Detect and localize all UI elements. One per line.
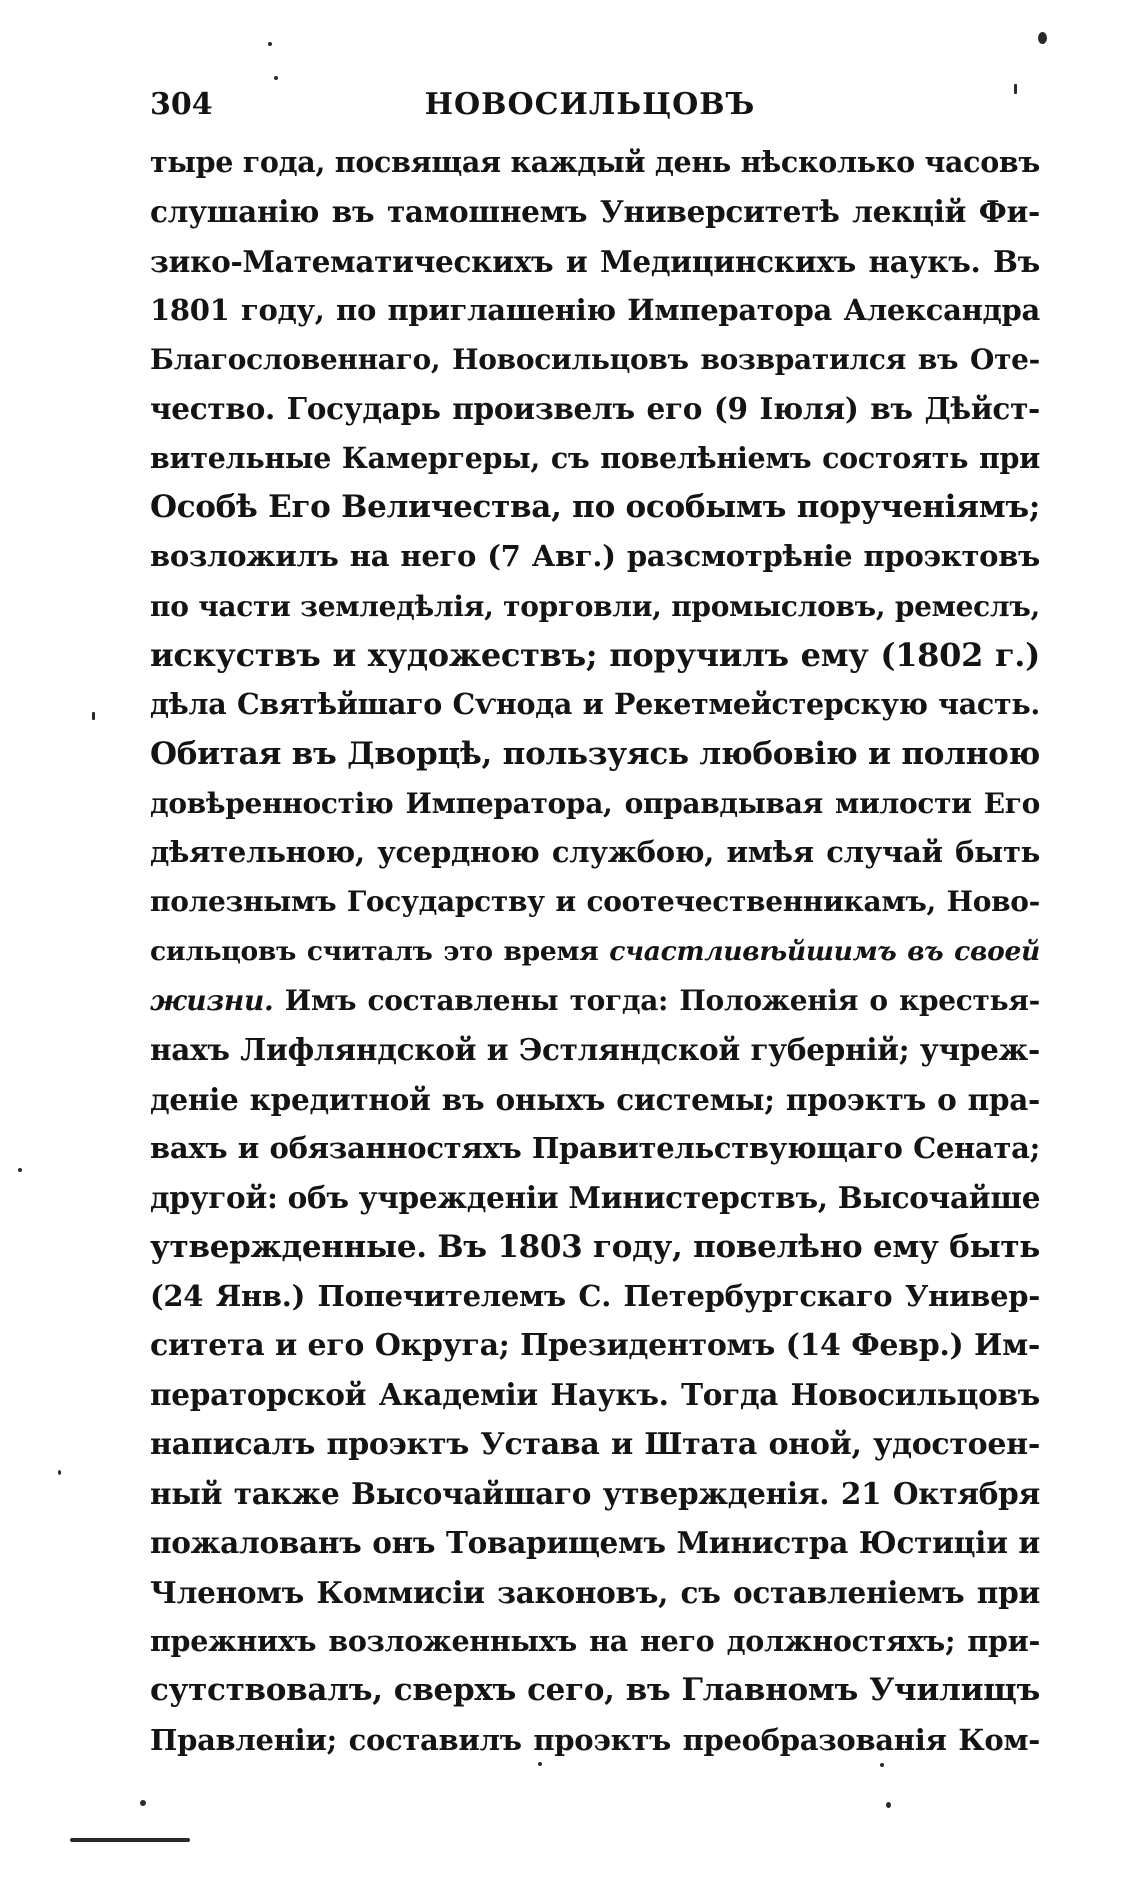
text-line: вахъ и обязанностяхъ Правительствующаго Сената; [150, 1130, 1040, 1165]
text-segment: сильцовъ считалъ это время [150, 935, 610, 967]
scan-speck [1014, 84, 1017, 94]
text-line-with-italic [150, 927, 1040, 976]
scan-speck [886, 1802, 891, 1808]
text-line: деніе кредитной въ оныхъ системы; проэктъ о пра- [150, 1081, 1040, 1117]
scan-streak [70, 1838, 190, 1842]
scan-speck [92, 712, 95, 720]
scan-speck [140, 1800, 146, 1806]
text-line: вительные Камергеры, съ повелѣніемъ состоять при [150, 440, 1040, 475]
text-line: сутствовалъ, сверхъ сего, въ Главномъ Училищъ [150, 1672, 1040, 1709]
body-text [150, 138, 1040, 1765]
scan-speck [538, 1762, 542, 1766]
text-line: (24 Янв.) Попечителемъ С. Петербургскаго Универ- [150, 1278, 1040, 1313]
text-line: пожалованъ онъ Товарищемъ Министра Юстиціи и [150, 1525, 1040, 1561]
text-line: чество. Государь произвелъ его (9 Іюля) въ Дѣйст- [150, 391, 1040, 427]
text-line: написалъ проэктъ Устава и Штата оной, удостоен- [150, 1426, 1040, 1462]
scan-speck [58, 1470, 61, 1475]
text-line: довѣренностію Императора, оправдывая милости Его [150, 786, 1040, 820]
text-line: по части земледѣлія, торговли, промысловъ, ремеслъ, [150, 589, 1040, 623]
text-line: полезнымъ Государству и соотечественникамъ, Ново- [150, 885, 1040, 919]
scan-speck [18, 1168, 22, 1172]
text-line: ситета и его Округа; Президентомъ (14 Февр.) Им- [150, 1328, 1040, 1364]
text-line: Обитая въ Дворцѣ, пользуясь любовію и полною [150, 735, 1040, 772]
text-line: дѣла Святѣйшаго Сѵнода и Рекетмейстерскую часть. [150, 687, 1040, 722]
text-line: утвержденные. Въ 1803 году, повелѣно ему быть [150, 1228, 1040, 1265]
text-line: ператорской Академіи Наукъ. Тогда Новосильцовъ [150, 1377, 1040, 1413]
running-title: НОВОСИЛЬЦОВЪ [424, 87, 756, 122]
text-line: искуствъ и художествъ; поручилъ ему (1802 г.) [150, 635, 1040, 674]
text-line: возложилъ на него (7 Авг.) разсмотрѣніе проэктовъ [150, 539, 1040, 574]
text-line: Особѣ Его Величества, по особымъ порученіямъ; [150, 489, 1040, 526]
text-line: ный также Высочайшаго утвержденія. 21 Октября [150, 1476, 1040, 1512]
text-line: нахъ Лифляндской и Эстляндской губерній; учреж- [150, 1032, 1040, 1068]
text-line: другой: объ учрежденіи Министерствъ, Высочайше [150, 1180, 1041, 1216]
text-line: слушанію въ тамошнемъ Университетѣ лекцій Фи- [150, 194, 1040, 230]
text-line: дѣятельною, усердною службою, имѣя случай быть [150, 835, 1040, 870]
text-line [150, 976, 1040, 1025]
text-line: Членомъ Коммисіи законовъ, съ оставленіемъ при [150, 1574, 1040, 1610]
italic-word: жизни. [150, 984, 274, 1018]
text-line: прежнихъ возложенныхъ на него должностяхъ; при- [150, 1623, 1040, 1658]
scan-speck [1038, 32, 1047, 44]
scan-speck [268, 42, 272, 46]
scan-speck [880, 1763, 884, 1767]
text-line: зико-Математическихъ и Медицинскихъ наукъ. Въ [150, 243, 1040, 279]
text-line: 1801 году, по приглашенію Императора Александра [150, 292, 1040, 327]
italic-phrase: счастливѣйшимъ въ своей [609, 935, 1040, 967]
text-line: тыре года, посвящая каждый день нѣсколько часовъ [150, 145, 1040, 179]
text-segment: Имъ составлены тогда: Положенія о крестья- [273, 984, 1040, 1018]
scan-speck [274, 76, 278, 80]
page-number: 304 [150, 87, 213, 122]
text-line: Благословеннаго, Новосильцовъ возвратился въ Оте- [150, 343, 1040, 377]
text-line: Правленіи; составилъ проэктъ преобразованія Ком- [150, 1722, 1040, 1757]
page-header [150, 80, 1030, 130]
